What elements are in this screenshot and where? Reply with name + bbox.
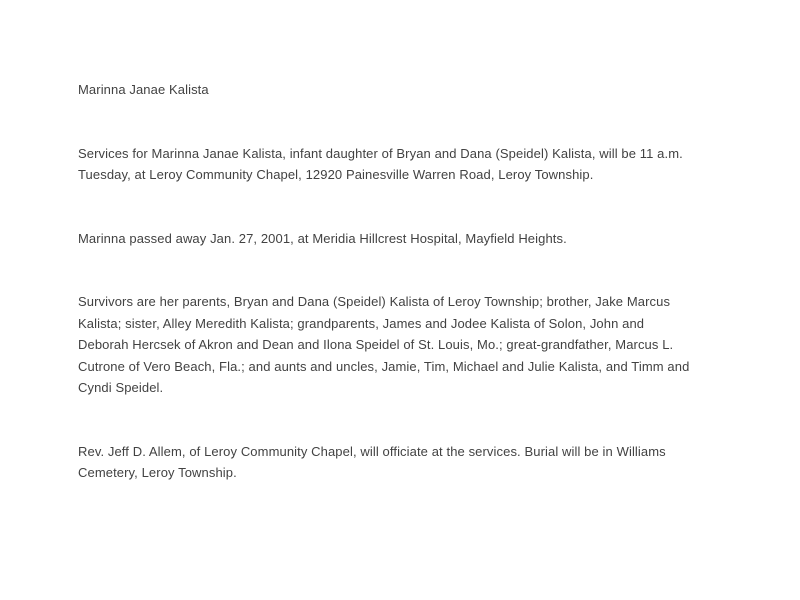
paragraph-services: Services for Marinna Janae Kalista, infant daughter of Bryan and Dana (Speidel) Kalista, will be 11 a.m. Tuesday, at Leroy Community Chapel, 12920 Painesville Warren Road, Leroy Township.: [78, 145, 683, 182]
paragraph-survivors: Survivors are her parents, Bryan and Dana (Speidel) Kalista of Leroy Township; brother, Jake Marcus Kalista; sister, Alley Meredith Kalista; grandparents, James and Jodee Kalista of Solon, John and Deborah Hercsek of Akron and Dean and Ilona Speidel of St. Louis, Mo.; great-grandfather, Marcus L. Cutrone of Vero Beach, Fla.; and aunts and uncles, Jamie, Tim, Michael and Julie Kalista, and Timm and Cyndi Speidel.: [78, 294, 690, 395]
paragraph-officiant: Rev. Jeff D. Allem, of Leroy Community Chapel, will officiate at the services. Burial will be in Williams Cemetery, Leroy Township.: [78, 443, 666, 480]
obituary-title: Marinna Janae Kalista: [78, 82, 209, 97]
paragraph-death: Marinna passed away Jan. 27, 2001, at Meridia Hillcrest Hospital, Mayfield Heights.: [78, 230, 567, 246]
